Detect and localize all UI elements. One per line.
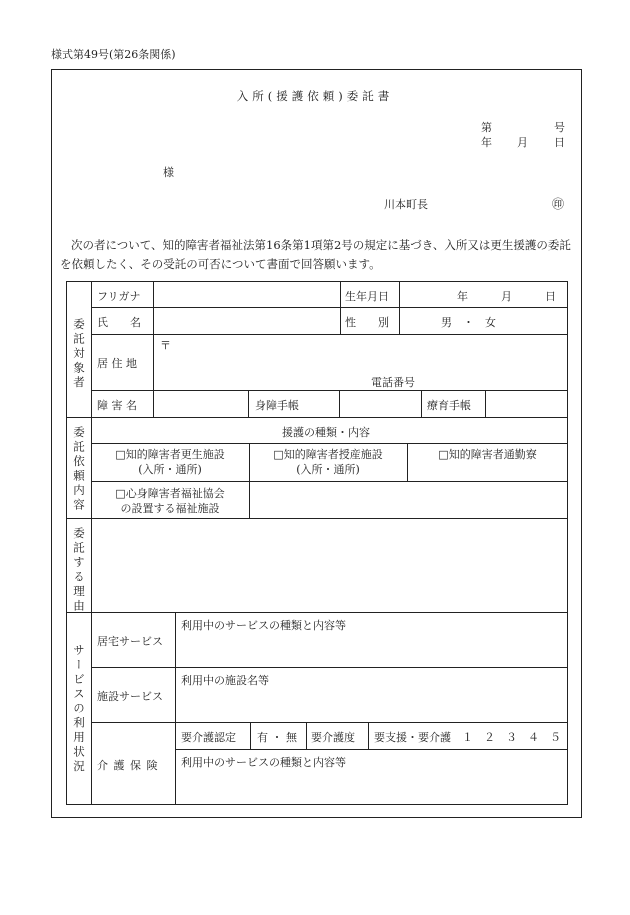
label-name: 氏 名 [97, 316, 141, 329]
date-month: 月 [517, 136, 528, 149]
addressee-sama: 様 [163, 166, 174, 179]
seal-mark: ㊞ [552, 197, 565, 211]
label-care-level: 要介護度 [311, 731, 355, 744]
label-care-cert: 要介護認定 [181, 731, 236, 744]
issuer-name: 川本町長 [384, 198, 428, 211]
number-go: 号 [554, 121, 565, 134]
request-header: 援護の種類・内容 [282, 426, 370, 439]
value-care-level: 要支援・要介護 １ ２ ３ ４ ５ [374, 731, 561, 744]
label-birthdate: 生年月日 [345, 290, 389, 303]
section-label-subject: 委託対象者 [72, 318, 86, 391]
document-title: 入所(援護依頼)委託書 [236, 89, 394, 103]
care-service-detail: 利用中のサービスの種類と内容等 [181, 756, 346, 769]
option-kyokai-2: の設置する福祉施設 [120, 502, 220, 515]
value-care-cert: 有 ・ 無 [257, 731, 297, 744]
label-phone: 電話番号 [371, 376, 415, 389]
label-facility-service: 施設サービス [97, 690, 163, 703]
label-physical-book: 身障手帳 [255, 399, 299, 412]
section-label-reason: 委託する理由 [72, 527, 86, 614]
date-day: 日 [554, 136, 565, 149]
option-tsukinryo: □知的障害者通勤寮 [438, 448, 537, 461]
facility-service-detail: 利用中の施設名等 [181, 674, 269, 687]
option-kyokai-1: □心身障害者福祉協会 [115, 487, 225, 500]
number-dai: 第 [481, 121, 492, 134]
section-label-services: サービスの利用状況 [72, 644, 86, 775]
option-jusan-2: (入所・通所) [296, 463, 360, 476]
label-gender: 性 別 [345, 316, 389, 329]
label-disability: 障 害 名 [97, 399, 137, 412]
label-ryoiku-book: 療育手帳 [427, 399, 471, 412]
home-service-detail: 利用中のサービスの種類と内容等 [181, 619, 346, 632]
label-care-insurance: 介 護 保 険 [97, 759, 159, 772]
label-furigana: フリガナ [97, 290, 141, 303]
label-home-service: 居宅サービス [97, 635, 163, 648]
value-birthdate: 年 月 日 [457, 290, 556, 303]
value-gender: 男 ・ 女 [441, 316, 496, 329]
label-address: 居 住 地 [97, 357, 137, 370]
option-jusan-1: □知的障害者授産施設 [273, 448, 383, 461]
option-kousei-1: □知的障害者更生施設 [115, 448, 225, 461]
body-paragraph: 次の者について、知的障害者福祉法第16条第1項第2号の規定に基づき、入所又は更生援護の委託を依頼したく、その受託の可否について書面で回答願います。 [60, 238, 571, 271]
option-kousei-2: (入所・通所) [138, 463, 202, 476]
form-code: 様式第49号(第26条関係) [51, 48, 176, 61]
section-label-request: 委託依頼内容 [72, 426, 86, 513]
date-year: 年 [481, 136, 492, 149]
postal-mark: 〒 [160, 339, 171, 352]
